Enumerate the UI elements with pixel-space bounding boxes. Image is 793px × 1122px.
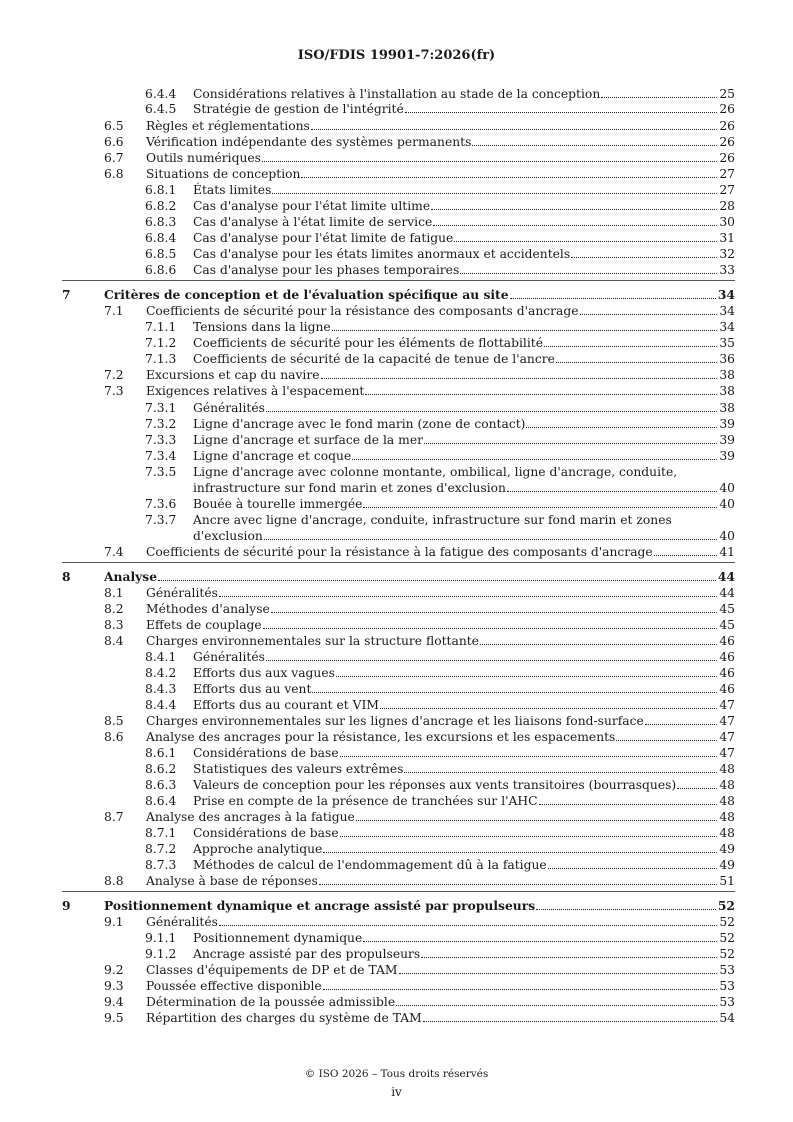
dot-leader [380, 708, 717, 709]
dot-leader [321, 378, 718, 379]
toc-entry[interactable] [145, 432, 735, 448]
toc-entry-number: 7.3.4 [145, 449, 177, 463]
toc-entry-number: 9.1 [104, 915, 124, 929]
toc-entry-title: Cas d'analyse pour l'état limite de fatigue [193, 231, 454, 245]
toc-entry-page: 25 [719, 87, 735, 101]
toc-entry-page: 53 [719, 963, 735, 977]
toc-entry-page: 48 [719, 762, 735, 776]
toc-entry[interactable] [104, 367, 735, 383]
toc-entry-number: 9.3 [104, 979, 124, 993]
toc-entry-number: 8.4.4 [145, 698, 177, 712]
toc-entry-number: 6.8.5 [145, 247, 177, 261]
toc-entry-number: 9.1.1 [145, 931, 177, 945]
toc-entry-title: Efforts dus aux vagues [193, 666, 335, 680]
toc-entry-title: États limites [193, 183, 272, 197]
toc-entry-page: 51 [719, 874, 735, 888]
dot-leader [677, 788, 717, 789]
toc-entry-number: 7.4 [104, 545, 124, 559]
toc-entry[interactable] [104, 166, 735, 182]
toc-entry[interactable] [104, 873, 735, 889]
toc-entry-number: 6.5 [104, 119, 124, 133]
toc-entry-title: Bouée à tourelle immergée [193, 497, 363, 511]
toc-entry-number: 8.8 [104, 874, 124, 888]
dot-leader [262, 161, 717, 162]
toc-entry-title: Répartition des charges du système de TAM [146, 1011, 422, 1025]
toc-entry-number: 9.5 [104, 1011, 124, 1025]
toc-entry-number: 8.4.1 [145, 650, 177, 664]
toc-entry-title: Classes d'équipements de DP et de TAM [146, 963, 398, 977]
dot-leader [539, 804, 718, 805]
toc-entry-number: 8.5 [104, 714, 124, 728]
toc-entry-title-line1: Ligne d'ancrage avec colonne montante, ombilical, ligne d'ancrage, conduite, [193, 465, 678, 479]
toc-entry-page: 35 [719, 336, 735, 350]
toc-entry-page: 39 [719, 417, 735, 431]
toc-entry-number: 6.4.4 [145, 87, 177, 101]
toc-entry[interactable] [145, 496, 735, 512]
toc-entry[interactable] [104, 601, 735, 617]
toc-entry-title: Positionnement dynamique [193, 931, 363, 945]
dot-leader [536, 909, 716, 910]
toc-entry-number: 8.1 [104, 586, 124, 600]
dot-leader [266, 660, 717, 661]
toc-entry-number: 6.8 [104, 167, 124, 181]
toc-entry-title: Charges environnementales sur la structure flottante [146, 634, 479, 648]
toc-entry-number: 7.3 [104, 384, 124, 398]
dot-leader [421, 957, 717, 958]
toc-entry-number: 8.6.4 [145, 794, 177, 808]
toc-entry-page: 53 [719, 995, 735, 1009]
toc-entry-page: 46 [719, 634, 735, 648]
dot-leader [336, 676, 717, 677]
toc-entry-page: 47 [719, 714, 735, 728]
toc-entry-page: 30 [719, 215, 735, 229]
dot-leader [580, 314, 718, 315]
toc-entry-title: Vérification indépendante des systèmes permanents [146, 135, 472, 149]
toc-entry-title: Considérations de base [193, 826, 339, 840]
toc-entry-page: 45 [719, 602, 735, 616]
toc-entry-page: 39 [719, 433, 735, 447]
toc-entry-title: Coefficients de sécurité pour les éléments de flottabilité [193, 336, 544, 350]
toc-entry-number: 8.2 [104, 602, 124, 616]
toc-entry-title: Méthodes d'analyse [146, 602, 270, 616]
toc-entry[interactable] [145, 857, 735, 873]
dot-leader [571, 257, 717, 258]
toc-entry[interactable] [145, 262, 735, 278]
page-number: iv [391, 1085, 402, 1099]
dot-leader [423, 1021, 718, 1022]
toc-entry-page: 40 [719, 481, 735, 495]
toc-entry-page: 52 [717, 898, 735, 913]
dot-leader [340, 836, 718, 837]
toc-entry-number: 6.8.3 [145, 215, 177, 229]
toc-clause-entry[interactable] [62, 898, 735, 914]
toc-entry-title: Poussée effective disponible [146, 979, 322, 993]
dot-leader [431, 209, 717, 210]
dot-leader [404, 772, 717, 773]
toc-entry-number: 7.3.2 [145, 417, 177, 431]
toc-entry-title: Statistiques des valeurs extrêmes [193, 762, 404, 776]
toc-entry-title: Coefficients de sécurité pour la résistance à la fatigue des composants d'ancrage [146, 545, 653, 559]
toc-entry-number: 8 [62, 569, 71, 584]
section-separator [62, 562, 735, 563]
dot-leader [654, 555, 718, 556]
dot-leader [510, 298, 716, 299]
toc-entry[interactable] [145, 946, 735, 962]
toc-entry-number: 8.3 [104, 618, 124, 632]
toc-entry[interactable] [145, 697, 735, 713]
toc-entry-page: 46 [719, 650, 735, 664]
toc-entry-title: Charges environnementales sur les lignes d'ancrage et les liaisons fond-surface [146, 714, 644, 728]
toc-entry-page: 53 [719, 979, 735, 993]
dot-leader [264, 539, 718, 540]
toc-entry-page: 36 [719, 352, 735, 366]
dot-leader [396, 1005, 717, 1006]
dot-leader [311, 129, 718, 130]
toc-entry[interactable] [104, 585, 735, 601]
dot-leader [399, 973, 718, 974]
toc-entry-page: 54 [719, 1011, 735, 1025]
dot-leader [219, 596, 717, 597]
toc-entry-page: 34 [719, 304, 735, 318]
toc-entry[interactable] [145, 400, 735, 416]
toc-entry-title: Excursions et cap du navire [146, 368, 320, 382]
toc-entry-title: Considérations de base [193, 746, 339, 760]
dot-leader [405, 112, 718, 113]
toc-entry-number: 6.4.5 [145, 102, 177, 116]
toc-entry-page: 26 [719, 135, 735, 149]
toc-entry-title: Cas d'analyse pour les états limites anormaux et accidentels [193, 247, 571, 261]
toc-entry-number: 8.7 [104, 810, 124, 824]
toc-entry-title: Effets de couplage [146, 618, 262, 632]
toc-entry[interactable] [145, 681, 735, 697]
dot-leader [472, 145, 717, 146]
toc-entry-title: Situations de conception [146, 167, 301, 181]
dot-leader [356, 820, 718, 821]
toc-entry[interactable] [145, 198, 735, 214]
dot-leader [507, 491, 717, 492]
toc-entry[interactable] [145, 665, 735, 681]
toc-entry-page: 26 [719, 119, 735, 133]
toc-entry-title: infrastructure sur fond marin et zones d'exclusion [193, 481, 506, 495]
toc-entry[interactable] [104, 1010, 735, 1026]
toc-entry-title: Tensions dans la ligne [193, 320, 331, 334]
copyright-footer: © ISO 2026 – Tous droits réservés [304, 1068, 489, 1080]
toc-entry-title-line1: Ancre avec ligne d'ancrage, conduite, infrastructure sur fond marin et zones [193, 513, 672, 527]
toc-entry[interactable] [145, 230, 735, 246]
toc-entry-title: Règles et réglementations [146, 119, 310, 133]
toc-entry-number: 7.3.7 [145, 513, 177, 527]
toc-entry-title: Cas d'analyse pour l'état limite ultime [193, 199, 431, 213]
dot-leader [301, 177, 717, 178]
toc-entry-title: Valeurs de conception pour les réponses aux vents transitoires (bourrasques) [193, 778, 677, 792]
toc-entry-title: Détermination de la poussée admissible [146, 995, 396, 1009]
toc-entry[interactable] [104, 118, 735, 134]
toc-entry[interactable] [145, 182, 735, 198]
toc-entry-title: Généralités [146, 586, 218, 600]
toc-entry[interactable] [145, 101, 735, 117]
toc-entry-number: 9.1.2 [145, 947, 177, 961]
document-header: ISO/FDIS 19901-7:2026(fr) [297, 48, 496, 63]
dot-leader [352, 459, 717, 460]
toc-entry-page: 52 [719, 915, 735, 929]
toc-entry-page: 26 [719, 151, 735, 165]
toc-entry-number: 9 [62, 898, 71, 913]
toc-entry[interactable] [145, 825, 735, 841]
toc-entry[interactable] [145, 512, 735, 544]
toc-entry[interactable] [145, 319, 735, 335]
toc-entry-title: Généralités [193, 650, 265, 664]
dot-leader [263, 628, 718, 629]
dot-leader [319, 884, 718, 885]
dot-leader [323, 852, 717, 853]
toc-entry-number: 7.1 [104, 304, 124, 318]
toc-entry-page: 28 [719, 199, 735, 213]
dot-leader [454, 241, 717, 242]
toc-entry-title: Coefficients de sécurité pour la résistance des composants d'ancrage [146, 304, 579, 318]
toc-entry-number: 7.3.1 [145, 401, 177, 415]
toc-entry-title: Analyse des ancrages à la fatigue [146, 810, 355, 824]
toc-entry-number: 6.8.1 [145, 183, 177, 197]
toc-clause-entry[interactable] [62, 287, 735, 303]
toc-entry[interactable] [104, 978, 735, 994]
dot-leader [340, 756, 718, 757]
toc-entry-page: 49 [719, 842, 735, 856]
toc-entry[interactable] [145, 214, 735, 230]
toc-clause-entry[interactable] [62, 569, 735, 585]
dot-leader [480, 644, 717, 645]
toc-entry[interactable] [104, 617, 735, 633]
toc-entry-title: Considérations relatives à l'installation au stade de la conception [193, 87, 601, 101]
toc-entry-number: 6.8.6 [145, 263, 177, 277]
toc-entry[interactable] [145, 793, 735, 809]
toc-entry-title: Ligne d'ancrage et coque [193, 449, 352, 463]
toc-entry-number: 8.4.3 [145, 682, 177, 696]
toc-entry-page: 47 [719, 730, 735, 744]
dot-leader [544, 346, 717, 347]
toc-entry-number: 8.6 [104, 730, 124, 744]
toc-entry-number: 6.6 [104, 135, 124, 149]
dot-leader [332, 330, 718, 331]
toc-entry[interactable] [145, 761, 735, 777]
dot-leader [272, 193, 717, 194]
toc-entry-number: 9.2 [104, 963, 124, 977]
toc-entry[interactable] [145, 448, 735, 464]
toc-entry[interactable] [145, 351, 735, 367]
toc-entry-page: 32 [719, 247, 735, 261]
dot-leader [433, 225, 717, 226]
toc-entry-number: 6.8.2 [145, 199, 177, 213]
toc-entry-number: 8.7.1 [145, 826, 177, 840]
toc-entry-page: 38 [719, 384, 735, 398]
toc-entry-number: 8.7.2 [145, 842, 177, 856]
dot-leader [556, 362, 717, 363]
toc-entry[interactable] [104, 544, 735, 560]
toc-entry-page: 26 [719, 102, 735, 116]
toc-entry-number: 6.7 [104, 151, 124, 165]
dot-leader [548, 868, 718, 869]
toc-entry[interactable] [104, 134, 735, 150]
dot-leader [271, 612, 718, 613]
toc-entry-page: 27 [719, 183, 735, 197]
toc-entry[interactable] [104, 713, 735, 729]
toc-entry-number: 8.6.2 [145, 762, 177, 776]
dot-leader [460, 273, 717, 274]
dot-leader [424, 443, 717, 444]
toc-entry-page: 49 [719, 858, 735, 872]
dot-leader [363, 507, 717, 508]
toc-entry-number: 8.6.3 [145, 778, 177, 792]
toc-entry-page: 31 [719, 231, 735, 245]
toc-entry[interactable] [104, 633, 735, 649]
toc-entry-title: Stratégie de gestion de l'intégrité [193, 102, 404, 116]
toc-entry[interactable] [104, 729, 735, 745]
section-separator [62, 280, 735, 281]
toc-entry-page: 40 [719, 529, 735, 543]
dot-leader [645, 724, 718, 725]
toc-entry[interactable] [104, 150, 735, 166]
dot-leader [312, 692, 717, 693]
toc-entry-title: Ligne d'ancrage et surface de la mer [193, 433, 423, 447]
toc-entry-page: 52 [719, 947, 735, 961]
toc-entry-number: 7.1.1 [145, 320, 177, 334]
toc-entry-number: 8.6.1 [145, 746, 177, 760]
section-separator [62, 891, 735, 892]
toc-entry-page: 39 [719, 449, 735, 463]
dot-leader [363, 941, 717, 942]
toc-entry-page: 44 [719, 586, 735, 600]
toc-entry-title: Critères de conception et de l'évaluation spécifique au site [104, 287, 509, 302]
toc-entry-number: 6.8.4 [145, 231, 177, 245]
toc-entry-title: Analyse à base de réponses [146, 874, 318, 888]
toc-entry-title: Généralités [146, 915, 218, 929]
toc-entry[interactable] [104, 809, 735, 825]
toc-entry-page: 44 [717, 569, 735, 584]
toc-entry[interactable] [104, 914, 735, 930]
toc-entry-page: 47 [719, 746, 735, 760]
toc-entry-title: Analyse [104, 569, 158, 584]
toc-entry-title: Efforts dus au courant et VIM [193, 698, 379, 712]
toc-entry-title: d'exclusion [193, 529, 263, 543]
dot-leader [365, 394, 717, 395]
toc-entry-title: Coefficients de sécurité de la capacité de tenue de l'ancre [193, 352, 555, 366]
toc-entry-number: 7.3.5 [145, 465, 177, 479]
toc-entry-title: Analyse des ancrages pour la résistance, les excursions et les espacements [146, 730, 616, 744]
dot-leader [158, 580, 716, 581]
toc-entry-title: Cas d'analyse à l'état limite de service [193, 215, 433, 229]
toc-entry-number: 8.4.2 [145, 666, 177, 680]
toc-entry-page: 40 [719, 497, 735, 511]
toc-entry-page: 48 [719, 778, 735, 792]
toc-entry-page: 38 [719, 368, 735, 382]
toc-entry[interactable] [104, 383, 735, 399]
toc-entry-title: Positionnement dynamique et ancrage assisté par propulseurs [104, 898, 536, 913]
toc-entry[interactable] [145, 649, 735, 665]
toc-entry-number: 7.1.2 [145, 336, 177, 350]
toc-entry-title: Prise en compte de la présence de tranchées sur l'AHC [193, 794, 538, 808]
toc-entry[interactable] [145, 745, 735, 761]
toc-entry-page: 46 [719, 666, 735, 680]
toc-entry[interactable] [104, 303, 735, 319]
toc-entry-title: Ligne d'ancrage avec le fond marin (zone de contact) [193, 417, 526, 431]
toc-entry[interactable] [104, 994, 735, 1010]
toc-entry-title: Généralités [193, 401, 265, 415]
toc-entry-page: 48 [719, 794, 735, 808]
toc-entry[interactable] [145, 335, 735, 351]
toc-entry-title: Outils numériques [146, 151, 261, 165]
toc-entry[interactable] [145, 464, 735, 496]
toc-entry-title: Cas d'analyse pour les phases temporaires [193, 263, 460, 277]
toc-entry[interactable] [145, 777, 735, 793]
toc-entry[interactable] [104, 962, 735, 978]
toc-entry-page: 48 [719, 810, 735, 824]
toc-entry-title: Ancrage assisté par des propulseurs [193, 947, 421, 961]
toc-entry-number: 8.7.3 [145, 858, 177, 872]
toc-entry-page: 46 [719, 682, 735, 696]
toc-entry-number: 8.4 [104, 634, 124, 648]
toc-entry-page: 41 [719, 545, 735, 559]
toc-entry-number: 7.2 [104, 368, 124, 382]
toc-entry-page: 27 [719, 167, 735, 181]
toc-entry-number: 7.3.3 [145, 433, 177, 447]
toc-entry-page: 47 [719, 698, 735, 712]
toc-entry[interactable] [145, 416, 735, 432]
toc-entry-number: 7 [62, 287, 71, 302]
toc-entry-page: 48 [719, 826, 735, 840]
dot-leader [526, 427, 717, 428]
dot-leader [323, 989, 718, 990]
toc-entry[interactable] [145, 930, 735, 946]
dot-leader [266, 411, 717, 412]
toc-entry-number: 7.1.3 [145, 352, 177, 366]
toc-entry-title: Approche analytique [193, 842, 323, 856]
toc-entry-page: 45 [719, 618, 735, 632]
dot-leader [616, 740, 717, 741]
toc-entry-page: 52 [719, 931, 735, 945]
toc-entry[interactable] [145, 841, 735, 857]
dot-leader [601, 97, 717, 98]
toc-entry-page: 38 [719, 401, 735, 415]
toc-entry-title: Exigences relatives à l'espacement [146, 384, 365, 398]
toc-entry-title: Efforts dus au vent [193, 682, 312, 696]
dot-leader [219, 925, 717, 926]
toc-entry[interactable] [145, 86, 735, 102]
toc-entry[interactable] [145, 246, 735, 262]
toc-entry-page: 34 [719, 320, 735, 334]
toc-entry-title: Méthodes de calcul de l'endommagement dû à la fatigue [193, 858, 547, 872]
toc-entry-number: 7.3.6 [145, 497, 177, 511]
toc-entry-number: 9.4 [104, 995, 124, 1009]
toc-entry-page: 33 [719, 263, 735, 277]
toc-entry-page: 34 [717, 287, 735, 302]
